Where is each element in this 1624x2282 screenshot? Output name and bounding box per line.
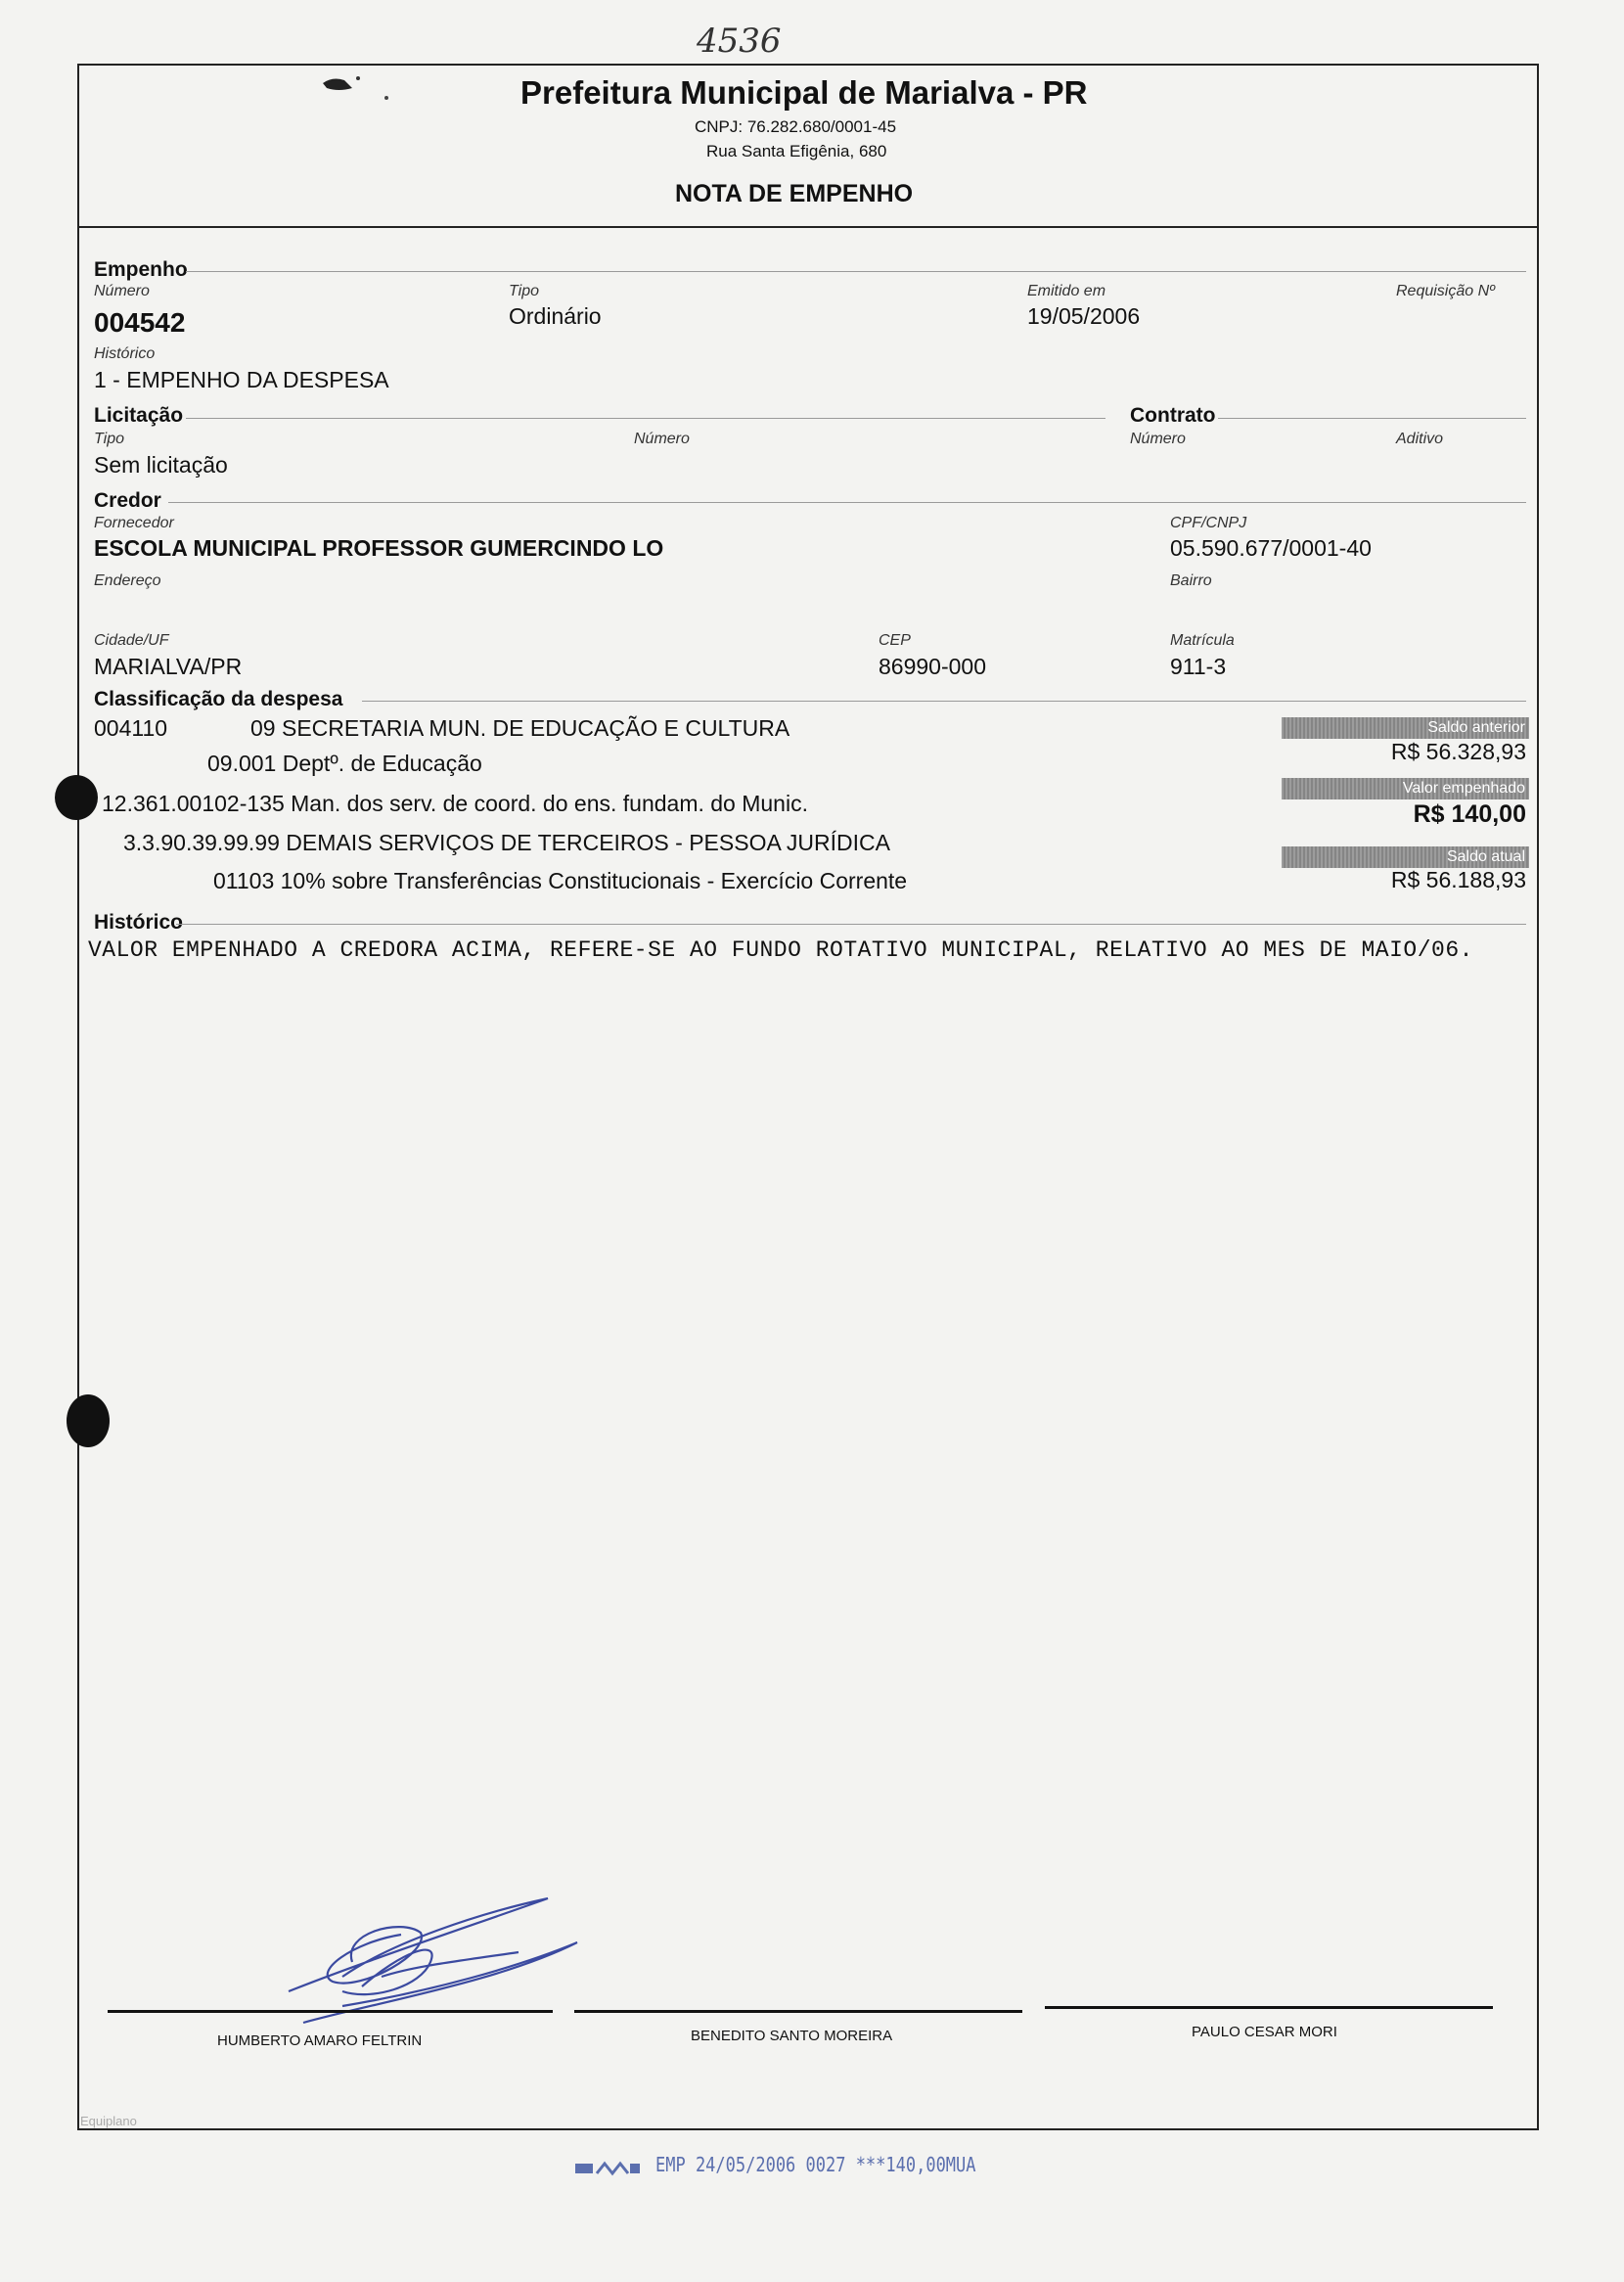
emitido-date: 19/05/2006	[1027, 303, 1141, 329]
saldo-anterior-label: Saldo anterior	[1282, 717, 1529, 739]
empenho-historico-label: Histórico	[94, 345, 156, 362]
empenho-numero: 004542	[94, 307, 186, 338]
contrato-numero-label: Número	[1130, 431, 1186, 447]
footer-brand: Equiplano	[80, 2114, 137, 2128]
classificacao-line5: 01103 10% sobre Transferências Constitucionais - Exercício Corrente	[213, 868, 908, 893]
contrato-rule	[1218, 418, 1526, 419]
cnpj-line: CNPJ: 76.282.680/0001-45	[695, 117, 897, 136]
classificacao-code: 004110	[94, 715, 168, 741]
signatory-2: BENEDITO SANTO MOREIRA	[691, 2028, 893, 2044]
classificacao-line3: 12.361.00102-135 Man. dos serv. de coord. do ens. fundam. do Munic.	[102, 791, 808, 816]
licitacao-tipo-label: Tipo	[94, 431, 124, 447]
licitacao-section-title: Licitação	[94, 404, 184, 427]
licitacao-rule	[186, 418, 1105, 419]
saldo-atual-label: Saldo atual	[1282, 846, 1529, 868]
cidade-label: Cidade/UF	[94, 632, 169, 649]
punch-hole-icon	[55, 775, 98, 820]
empenho-section-title: Empenho	[94, 258, 188, 281]
historico-text: VALOR EMPENHADO A CREDORA ACIMA, REFERE-SE AO FUNDO ROTATIVO MUNICIPAL, RELATIVO AO MES DE MAIO/06.	[88, 937, 1473, 963]
bairro-label: Bairro	[1170, 572, 1212, 589]
document-title: NOTA DE EMPENHO	[675, 180, 914, 207]
classificacao-line1: 09 SECRETARIA MUN. DE EDUCAÇÃO E CULTURA	[250, 715, 790, 741]
signatory-1: HUMBERTO AMARO FELTRIN	[217, 2032, 423, 2049]
licitacao-numero-label: Número	[634, 431, 690, 447]
cpf-value: 05.590.677/0001-40	[1170, 535, 1372, 561]
stamp-logo-icon	[573, 2158, 642, 2179]
fornecedor-label: Fornecedor	[94, 515, 174, 531]
historico-section-title: Histórico	[94, 911, 184, 934]
credor-rule	[168, 502, 1526, 503]
classificacao-line2: 09.001 Deptº. de Educação	[207, 751, 482, 776]
signature-line-1	[108, 2010, 553, 2013]
saldo-anterior-value: R$ 56.328,93	[1390, 739, 1526, 764]
empenho-tipo-label: Tipo	[509, 283, 539, 299]
classificacao-line4: 3.3.90.39.99.99 DEMAIS SERVIÇOS DE TERCEIROS - PESSOA JURÍDICA	[123, 830, 890, 855]
emitido-label: Emitido em	[1027, 283, 1106, 299]
empenho-numero-label: Número	[94, 283, 150, 299]
classificacao-section-title: Classificação da despesa	[94, 688, 343, 710]
empenho-rule	[186, 271, 1526, 272]
cep-label: CEP	[879, 632, 911, 649]
fornecedor-name: ESCOLA MUNICIPAL PROFESSOR GUMERCINDO LO	[94, 535, 664, 561]
historico-rule	[176, 924, 1526, 925]
cep-value: 86990-000	[879, 654, 986, 679]
header-divider	[77, 226, 1539, 228]
handwritten-number: 4536	[697, 22, 782, 61]
contrato-aditivo-label: Aditivo	[1396, 431, 1444, 447]
cidade-value: MARIALVA/PR	[94, 654, 243, 679]
matricula-value: 911-3	[1170, 654, 1227, 679]
licitacao-tipo: Sem licitação	[94, 452, 228, 478]
credor-section-title: Credor	[94, 489, 161, 512]
endereco-label: Endereço	[94, 572, 161, 589]
valor-empenhado-value: R$ 140,00	[1413, 800, 1526, 828]
empenho-tipo: Ordinário	[509, 303, 602, 329]
mechanical-stamp: EMP 24/05/2006 0027 ***140,00MUA	[655, 2154, 976, 2177]
matricula-label: Matrícula	[1170, 632, 1235, 649]
requisicao-label: Requisição Nº	[1396, 283, 1495, 299]
municipality-title: Prefeitura Municipal de Marialva - PR	[520, 74, 1088, 111]
saldo-atual-value: R$ 56.188,93	[1390, 867, 1526, 892]
address-line: Rua Santa Efigênia, 680	[706, 142, 887, 160]
classificacao-rule	[362, 701, 1526, 702]
signatory-3: PAULO CESAR MORI	[1192, 2024, 1337, 2040]
valor-empenhado-label: Valor empenhado	[1282, 778, 1529, 799]
signature-line-3	[1045, 2006, 1493, 2009]
punch-hole-icon	[67, 1394, 110, 1447]
contrato-section-title: Contrato	[1130, 404, 1216, 427]
cpf-label: CPF/CNPJ	[1170, 515, 1247, 531]
empenho-historico: 1 - EMPENHO DA DESPESA	[94, 367, 389, 392]
signature-line-2	[574, 2010, 1022, 2013]
